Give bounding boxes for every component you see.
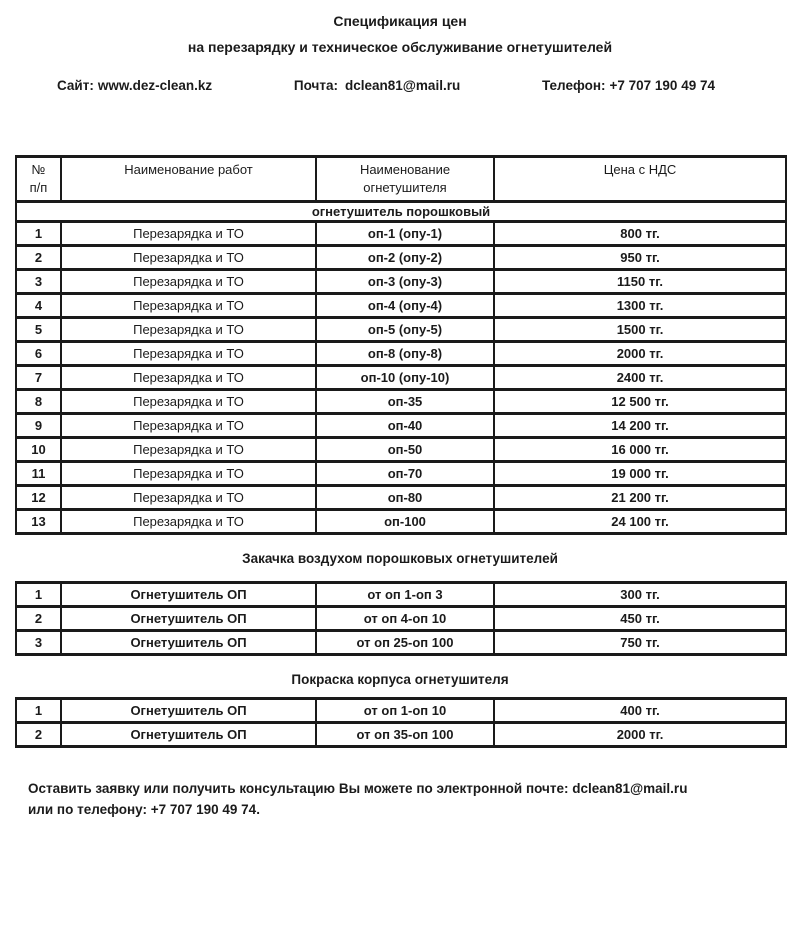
table-row <box>16 366 786 390</box>
email-label: Почта: <box>293 78 338 93</box>
cell-work: Огнетушитель ОП <box>61 723 316 747</box>
cell-price: 16 000 тг. <box>494 438 786 462</box>
paint-price-table <box>15 697 787 748</box>
table-row <box>16 390 786 414</box>
cell-extinguisher: оп-8 (опу-8) <box>316 342 494 366</box>
table-row <box>16 631 786 655</box>
section-title-powder: огнетушитель порошковый <box>16 202 786 222</box>
title-line-1: Спецификация цен <box>333 13 467 29</box>
recharge-price-table <box>15 155 787 535</box>
paint-section-title: Покраска корпуса огнетушителя <box>291 672 509 687</box>
table-row <box>16 607 786 631</box>
cell-extinguisher: оп-80 <box>316 486 494 510</box>
table-row <box>16 438 786 462</box>
cell-price: 19 000 тг. <box>494 462 786 486</box>
air-section-title: Закачка воздухом порошковых огнетушителей <box>242 551 558 566</box>
cell-extinguisher: оп-4 (опу-4) <box>316 294 494 318</box>
cell-extinguisher: от оп 4-оп 10 <box>316 607 494 631</box>
table-row <box>16 583 786 607</box>
phone-contact <box>542 78 715 93</box>
cell-extinguisher: от оп 1-оп 3 <box>316 583 494 607</box>
table-row <box>16 699 786 723</box>
cell-price: 1500 тг. <box>494 318 786 342</box>
air-price-table <box>15 581 787 656</box>
cell-price: 300 тг. <box>494 583 786 607</box>
header-num: № п/п <box>16 157 61 202</box>
cell-work: Перезарядка и ТО <box>61 246 316 270</box>
cell-price: 1150 тг. <box>494 270 786 294</box>
site-label: Сайт: <box>57 78 94 93</box>
cell-num: 1 <box>16 222 61 246</box>
table-row <box>16 723 786 747</box>
cell-work: Перезарядка и ТО <box>61 390 316 414</box>
cell-price: 950 тг. <box>494 246 786 270</box>
cell-num: 10 <box>16 438 61 462</box>
cell-num: 2 <box>16 723 61 747</box>
cell-price: 24 100 тг. <box>494 510 786 534</box>
table-row <box>16 462 786 486</box>
header-work: Наименование работ <box>61 157 316 202</box>
cell-work: Перезарядка и ТО <box>61 270 316 294</box>
cell-num: 11 <box>16 462 61 486</box>
cell-work: Перезарядка и ТО <box>61 414 316 438</box>
cell-extinguisher: оп-40 <box>316 414 494 438</box>
cell-work: Перезарядка и ТО <box>61 366 316 390</box>
table-row <box>16 318 786 342</box>
cell-work: Перезарядка и ТО <box>61 294 316 318</box>
cell-work: Огнетушитель ОП <box>61 583 316 607</box>
header-price: Цена с НДС <box>494 157 786 202</box>
cell-num: 8 <box>16 390 61 414</box>
phone-label: Телефон: <box>541 78 606 93</box>
cell-num: 4 <box>16 294 61 318</box>
cell-extinguisher: оп-1 (опу-1) <box>316 222 494 246</box>
cell-price: 450 тг. <box>494 607 786 631</box>
cell-work: Огнетушитель ОП <box>61 631 316 655</box>
table-row <box>16 246 786 270</box>
cell-price: 750 тг. <box>494 631 786 655</box>
cell-extinguisher: оп-10 (опу-10) <box>316 366 494 390</box>
cell-price: 12 500 тг. <box>494 390 786 414</box>
cell-work: Огнетушитель ОП <box>61 699 316 723</box>
cell-price: 2000 тг. <box>494 723 786 747</box>
table-row <box>16 270 786 294</box>
cell-price: 21 200 тг. <box>494 486 786 510</box>
email-contact <box>294 78 460 93</box>
cell-extinguisher: оп-2 (опу-2) <box>316 246 494 270</box>
cell-num: 1 <box>16 699 61 723</box>
footer-line-2: или по телефону: +7 707 190 49 74. <box>28 802 260 817</box>
cell-work: Перезарядка и ТО <box>61 222 316 246</box>
table-row <box>16 510 786 534</box>
cell-num: 3 <box>16 270 61 294</box>
title-line-2: на перезарядку и техническое обслуживание огнетушителей <box>187 39 613 55</box>
cell-num: 7 <box>16 366 61 390</box>
cell-work: Перезарядка и ТО <box>61 342 316 366</box>
cell-num: 9 <box>16 414 61 438</box>
header-extinguisher: Наименование огнетушителя <box>316 157 494 202</box>
cell-num: 12 <box>16 486 61 510</box>
document-title <box>0 0 800 60</box>
footer-line-1: Оставить заявку или получить консультацию Вы можете по электронной почте: dclean81@mail.ru <box>28 781 688 796</box>
cell-work: Перезарядка и ТО <box>61 486 316 510</box>
cell-work: Перезарядка и ТО <box>61 318 316 342</box>
cell-price: 800 тг. <box>494 222 786 246</box>
cell-extinguisher: оп-35 <box>316 390 494 414</box>
table-row <box>16 294 786 318</box>
cell-extinguisher: оп-5 (опу-5) <box>316 318 494 342</box>
site-contact <box>57 78 212 93</box>
table-row <box>16 222 786 246</box>
email-value: dclean81@mail.ru <box>344 78 461 93</box>
contact-bar <box>57 78 715 93</box>
cell-work: Огнетушитель ОП <box>61 607 316 631</box>
cell-work: Перезарядка и ТО <box>61 510 316 534</box>
cell-num: 6 <box>16 342 61 366</box>
cell-extinguisher: оп-70 <box>316 462 494 486</box>
table-header-row <box>16 157 786 202</box>
cell-num: 5 <box>16 318 61 342</box>
cell-work: Перезарядка и ТО <box>61 438 316 462</box>
cell-price: 400 тг. <box>494 699 786 723</box>
cell-extinguisher: оп-3 (опу-3) <box>316 270 494 294</box>
table-row <box>16 342 786 366</box>
cell-num: 13 <box>16 510 61 534</box>
cell-price: 2000 тг. <box>494 342 786 366</box>
cell-extinguisher: оп-50 <box>316 438 494 462</box>
cell-extinguisher: от оп 1-оп 10 <box>316 699 494 723</box>
cell-price: 2400 тг. <box>494 366 786 390</box>
cell-num: 2 <box>16 607 61 631</box>
cell-work: Перезарядка и ТО <box>61 462 316 486</box>
cell-num: 3 <box>16 631 61 655</box>
cell-num: 1 <box>16 583 61 607</box>
section-row-powder <box>16 202 786 222</box>
table-row <box>16 486 786 510</box>
site-value: www.dez-clean.kz <box>97 78 213 93</box>
phone-value: +7 707 190 49 74 <box>609 78 715 93</box>
cell-num: 2 <box>16 246 61 270</box>
table-row <box>16 414 786 438</box>
footer-note <box>0 778 800 820</box>
cell-extinguisher: от оп 25-оп 100 <box>316 631 494 655</box>
cell-price: 14 200 тг. <box>494 414 786 438</box>
cell-extinguisher: оп-100 <box>316 510 494 534</box>
cell-price: 1300 тг. <box>494 294 786 318</box>
cell-extinguisher: от оп 35-оп 100 <box>316 723 494 747</box>
